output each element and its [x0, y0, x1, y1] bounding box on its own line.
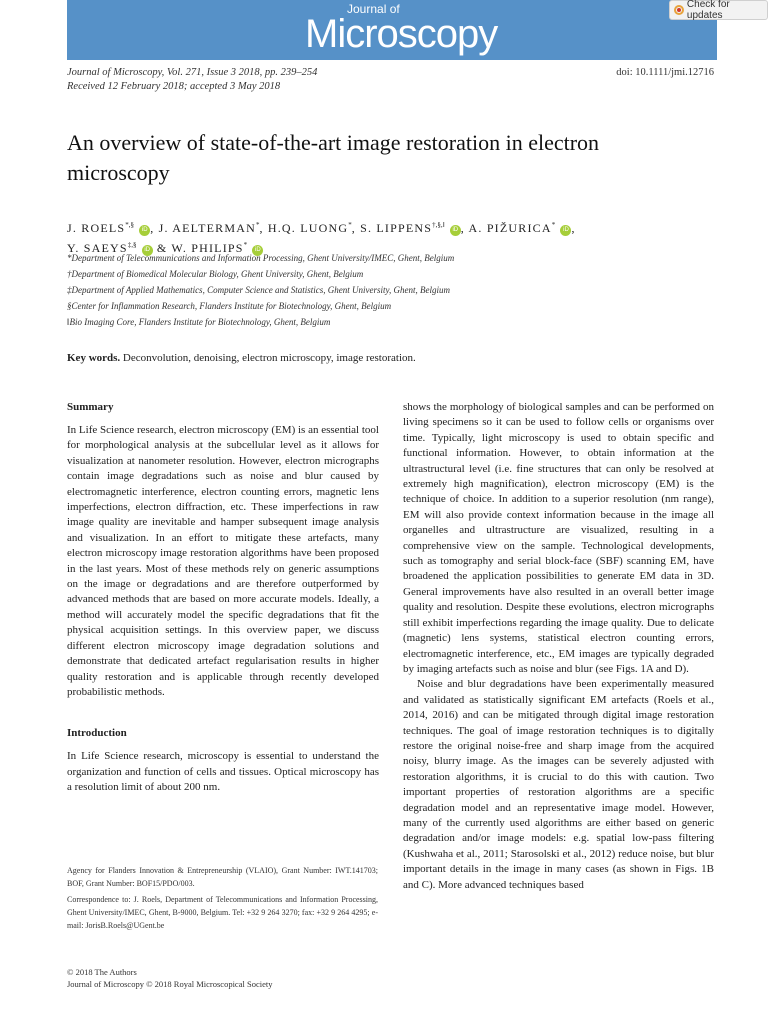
left-column [67, 400, 379, 796]
author-affil-mark: * [255, 221, 260, 229]
journal-brand-logo: Microscopy [305, 12, 498, 56]
keywords-label: Key words. [67, 352, 121, 364]
article-title: An overview of state-of-the-art image restoration in electron microscopy [67, 130, 600, 185]
keywords-text: Deconvolution, denoising, electron microscopy, image restoration. [122, 352, 416, 364]
author-name[interactable]: A. PIŽURICA [468, 221, 552, 235]
body-paragraph: shows the morphology of biological samples and can be performed on living specimens so it can be used to follow cells or organisms over time. Typically, light microscopy is used to obtain specific and functional information. However, to obtain information at the ultrastructural level (i.e. fine structures that can only be resolved at extremely high magnification), electron microscopy (EM) is the technique of choice. In addition to a superior resolution (nm range), EM will also provide context information because in the image all organelles and ultrastructure are visualized, resulting in a comprehensive view on the sample. Technological developments, such as tomography and serial block-face (SBF) scanning EM, have broadened the application possibilities to generate EM data in 3D. General improvements have also resulted in an overall better image quality and resolution. Despite these evolutions, electron micrographs still exhibit imperfections regarding the image quality. Due to delicate (magnetic) lens systems, statistical electron counting errors, electromagnetic interference, etc., EM images are typically degraded by imaging artefacts such as noise and blur (see Figs. 1A and D). [403, 401, 714, 675]
author-conjunction: & [156, 241, 168, 255]
orcid-icon[interactable]: iD [450, 225, 461, 236]
author-name[interactable]: S. LIPPENS [360, 221, 433, 235]
orcid-icon[interactable]: iD [139, 225, 150, 236]
check-for-updates-label: Check for updates [686, 0, 730, 21]
citation-line: Journal of Microscopy, Vol. 271, Issue 3 2018, pp. 239–254 [67, 67, 318, 78]
author-name[interactable]: J. AELTERMAN [158, 221, 256, 235]
doi-link[interactable]: doi: 10.1111/jmi.12716 [616, 67, 714, 78]
affiliation-item: *Department of Telecommunications and Information Processing, Ghent University/IMEC, Ghent, Belgium [67, 253, 455, 263]
funding-footnote [67, 864, 378, 935]
introduction-heading: Introduction [67, 727, 127, 740]
author-affil-mark: * [348, 221, 352, 229]
body-paragraph: Noise and blur degradations have been experimentally measured and validated as statistically significant EM artefacts (Roels et al., 2014, 2016) and can be mitigated through digital image restoration techniques. The goal of image restoration techniques is to digitally restore the original noise-free and sharp image from the acquired noisy, blurry image. As the images can be severely adjusted with restoration algorithms, it is crucial to do this with caution. Two important properties of restoration algorithms are a specific degradation model and an representative image model. However, many of the currently used algorithms are either based on generic degradation and/or image models: e.g. spatial low-pass filtering (Kushwaha et al., 2011; Starosolski et al., 2012) reduce noise, but blur important details in the image in many cases (as shown in Figs. 1B and C). More advanced techniques based [403, 678, 714, 891]
author-affil-mark: * [551, 221, 556, 229]
affiliation-item: §Center for Inflammation Research, Flanders Institute for Biotechnology, Ghent, Belgium [67, 301, 392, 311]
journal-of-label: Journal of [347, 2, 400, 16]
author-name[interactable]: Y. SAEYS [67, 241, 128, 255]
orcid-icon[interactable]: iD [252, 245, 263, 256]
affiliation-item: †Department of Biomedical Molecular Biology, Ghent University, Ghent, Belgium [67, 269, 364, 279]
author-affil-mark: * [243, 241, 248, 249]
author-list: J. ROELS*,§ iD , J. AELTERMAN*, H.Q. LUONG*, S. LIPPENS†,§,‖ iD , A. PIŽURICA* iD , Y. SAEYS‡,§ iD & W. PHILIPS* iD [67, 221, 576, 255]
orcid-icon[interactable]: iD [142, 245, 153, 256]
author-name[interactable]: J. ROELS [67, 221, 126, 235]
affiliation-item: ‡Department of Applied Mathematics, Computer Science and Statistics, Ghent University, Ghent, Belgium [67, 285, 451, 295]
introduction-text: In Life Science research, microscopy is essential to understand the organization and function of cells and tissues. Optical microscopy has a resolution limit of about 200 nm. [67, 750, 379, 794]
citation-block [67, 66, 717, 94]
author-name[interactable]: W. PHILIPS [171, 241, 244, 255]
grant-note: Agency for Flanders Innovation & Entrepreneurship (VLAIO), Grant Number: IWT.141703; BOF, Grant Number: BOF15/PDO/003. [67, 866, 378, 888]
keywords-line [67, 352, 707, 364]
copyright-footer [67, 966, 387, 990]
copyright-society: Journal of Microscopy © 2018 Royal Microscopical Society [67, 979, 273, 989]
affiliation-item: ‖Bio Imaging Core, Flanders Institute for Biotechnology, Ghent, Belgium [67, 317, 331, 327]
journal-banner [67, 0, 717, 60]
author-affil-mark: ‡,§ [127, 241, 137, 249]
copyright-authors: © 2018 The Authors [67, 967, 137, 977]
summary-text: In Life Science research, electron microscopy (EM) is an essential tool for morphological analysis at the subcellular level as it allows for visualization at nanometer resolution. However, electron micrographs contain image degradations such as noise and blur caused by electromagnetic interference, electron counting errors, magnetic lens imperfections, electron diffraction, etc. These imperfections in raw image quality are inevitable and hamper subsequent image analysis and visualization. In an effort to mitigate these artefacts, many electron microscopy image restoration algorithms have been proposed in the last years. Most of these methods rely on generic assumptions on the image or degradations and are therefore outperformed by advanced methods that are based on more accurate models. Ideally, a method will accurately model the specific degradations that fit the physical acquisition settings. In this overview paper, we discuss different electron microscopy image degradation solutions and demonstrate that dedicated artefact regularisation results in higher quality restoration and is applicable through recently developed probabilistic methods. [67, 424, 379, 698]
author-affil-mark: *,§ [125, 221, 135, 229]
right-column [403, 400, 714, 893]
author-name[interactable]: H.Q. LUONG [267, 221, 349, 235]
crossmark-icon [674, 5, 684, 15]
correspondence-note: Correspondence to: J. Roels, Department of Telecommunications and Information Processing, Ghent University/IMEC, Ghent, B-9000, Belgium. Tel: +32 9 264 3270; fax: +32 9 264 4295; e-mail: JorisB.Roels@UGent.be [67, 895, 378, 930]
summary-heading: Summary [67, 401, 114, 413]
orcid-icon[interactable]: iD [560, 225, 571, 236]
check-for-updates-button[interactable] [669, 0, 768, 20]
affiliation-list [67, 250, 707, 330]
author-affil-mark: †,§,‖ [432, 221, 445, 229]
received-line: Received 12 February 2018; accepted 3 May 2018 [67, 81, 281, 92]
